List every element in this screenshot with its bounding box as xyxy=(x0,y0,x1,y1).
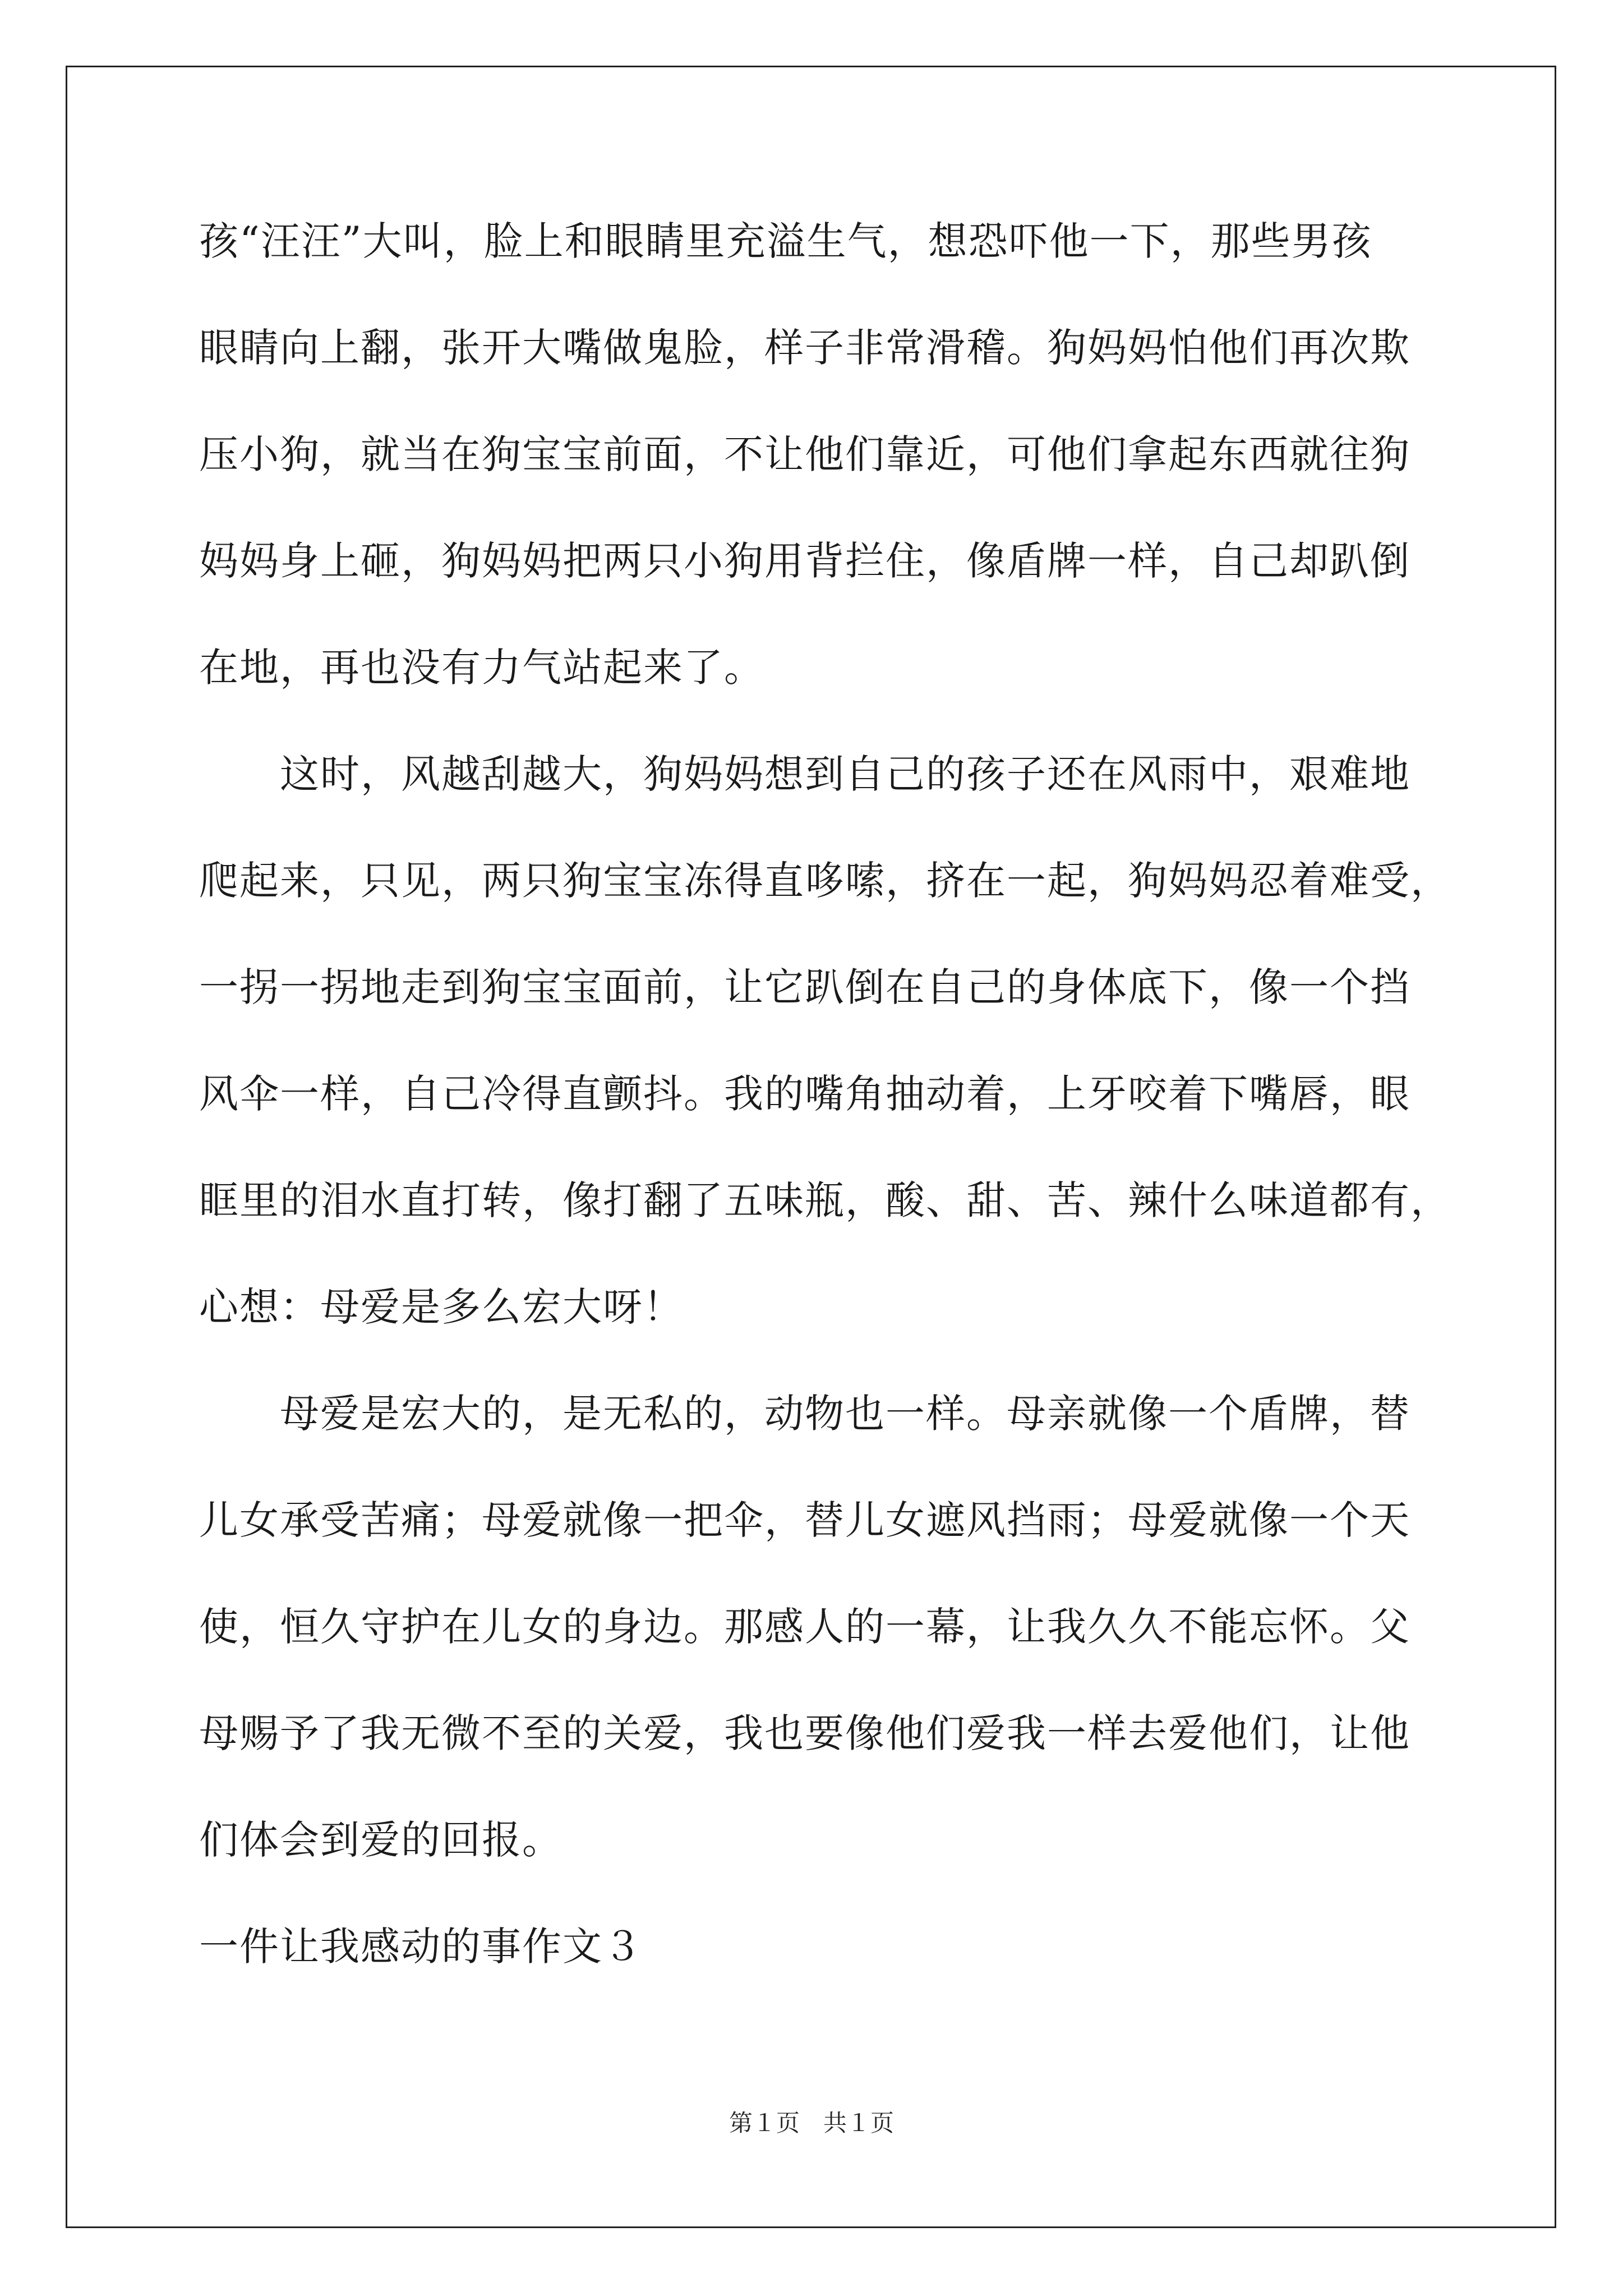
text-line: 母赐予了我无微不至的关爱，我也要像他们爱我一样去爱他们，让他 xyxy=(199,1710,1410,1756)
text-line: 使，恒久守护在儿女的身边。那感人的一幕，让我久久不能忘怀。父 xyxy=(199,1604,1410,1650)
section-heading: 一件让我感动的事作文３ xyxy=(199,1924,643,1970)
text-line: 风伞一样，自己冷得直颤抖。我的嘴角抽动着，上牙咬着下嘴唇，眼 xyxy=(199,1071,1410,1117)
text-line: 孩“汪汪”大叫，脸上和眼睛里充溢生气，想恐吓他一下，那些男孩 xyxy=(199,218,1372,264)
page-border xyxy=(66,66,1556,2228)
text-line: 心想：母爱是多么宏大呀！ xyxy=(199,1284,684,1330)
text-line: 压小狗，就当在狗宝宝前面，不让他们靠近，可他们拿起东西就往狗 xyxy=(199,431,1410,477)
text-line: 一拐一拐地走到狗宝宝面前，让它趴倒在自己的身体底下，像一个挡 xyxy=(199,964,1410,1010)
text-line: 眶里的泪水直打转，像打翻了五味瓶，酸、甜、苦、辣什么味道都有， xyxy=(199,1177,1451,1223)
text-line: 母爱是宏大的，是无私的，动物也一样。母亲就像一个盾牌，替 xyxy=(199,1391,1410,1437)
text-line: 眼睛向上翻，张开大嘴做鬼脸，样子非常滑稽。狗妈妈怕他们再次欺 xyxy=(199,325,1410,371)
text-line: 爬起来，只见，两只狗宝宝冻得直哆嗦，挤在一起，狗妈妈忍着难受， xyxy=(199,858,1451,904)
text-line: 在地，再也没有力气站起来了。 xyxy=(199,645,764,691)
text-line: 儿女承受苦痛；母爱就像一把伞，替儿女遮风挡雨；母爱就像一个天 xyxy=(199,1497,1410,1543)
text-line: 妈妈身上砸，狗妈妈把两只小狗用背拦住，像盾牌一样，自己却趴倒 xyxy=(199,538,1410,584)
page-number: 第１页 共１页 xyxy=(728,2109,894,2137)
text-line: 这时，风越刮越大，狗妈妈想到自己的孩子还在风雨中，艰难地 xyxy=(199,751,1410,797)
text-line: 们体会到爱的回报。 xyxy=(199,1817,562,1863)
